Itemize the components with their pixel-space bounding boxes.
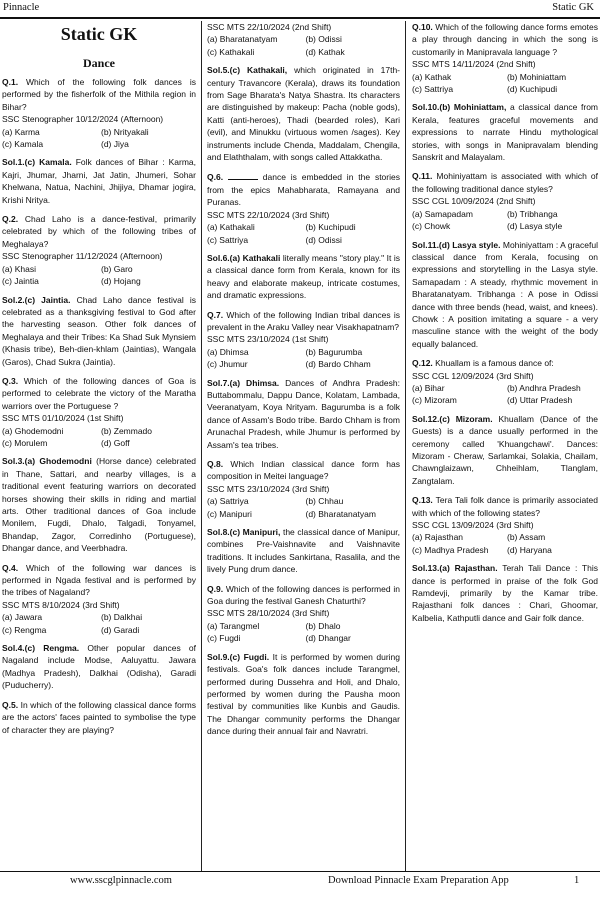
options bbox=[2, 425, 196, 450]
question-8 bbox=[207, 458, 400, 483]
solution-heading: Sol.10.(b) Mohiniattam, bbox=[412, 102, 507, 113]
solution-1 bbox=[2, 156, 196, 206]
question-source: SSC MTS 23/10/2024 (3rd Shift) bbox=[207, 483, 330, 494]
page-title: Static GK bbox=[60, 24, 138, 44]
solution-text: literally means "story play." It is a classical dance form from Kerala, known for its heavy and elaborate makeup, intricate costumes, and dramatic expressions. bbox=[207, 252, 400, 301]
page-footer bbox=[0, 871, 600, 891]
option: (b) Andhra Pradesh bbox=[507, 382, 581, 393]
option: (b) Kuchipudi bbox=[305, 222, 356, 233]
option: (a) Rajasthan bbox=[412, 532, 464, 543]
question-text: Tera Tali folk dance is primarily associated with which of the following states? bbox=[412, 495, 598, 518]
options bbox=[412, 531, 598, 556]
solution-text: which originated in 17th-century Travancore (Kerala), draws its foundation from Sage Bharata's Natya Shastra. Its characters are distinguished by makeup: Pacha (noble gods), Katti (anti-heroes), Thadi (bearded roles), Kari (evil), and Minukku (virtuous women /sages). Key instruments include Chenda, Maddalam, Chengila, and Elaththalam, with songs called Attakkatha. bbox=[207, 65, 400, 163]
solution-text: Mohiniyattam : A graceful classical dance from Kerala, focusing on expressions and storytelling in the Lasya style. Samapadam : A steady, rhythmic movement in Bharatanatyam. Tribhanga : A pose in Odissi dance with three bends (head, waist, and knees). Chowk : A position imitating a square - a very masculine stance with the weight of the body equally balanced. bbox=[412, 239, 598, 349]
solution-5 bbox=[207, 64, 400, 163]
option: (b) Dalkhai bbox=[101, 612, 143, 623]
question-number: Q.12. bbox=[412, 358, 433, 369]
question-13 bbox=[412, 494, 598, 519]
solution-6 bbox=[207, 252, 400, 302]
option: (d) Bharatanatyam bbox=[305, 508, 376, 519]
question-source: SSC MTS 22/10/2024 (3rd Shift) bbox=[207, 209, 330, 220]
option: (a) Kathakali bbox=[207, 222, 255, 233]
option: (a) Bharatanatyam bbox=[207, 34, 278, 45]
option: (a) Dhimsa bbox=[207, 346, 249, 357]
solution-heading: Sol.13.(a) Rajasthan. bbox=[412, 563, 498, 574]
options bbox=[2, 126, 196, 151]
option: (c) Kathakali bbox=[207, 46, 255, 57]
option: (a) Tarangmel bbox=[207, 620, 260, 631]
question-7 bbox=[207, 309, 400, 334]
solution-heading: Sol.12.(c) Mizoram. bbox=[412, 413, 493, 424]
solution-text: Khuallam (Dance of the Guests) is a dance usually performed in the ceremony called 'Khuangchawi'. Dances: Mizoram - Cheraw, Sarlamkai, Solakia, Chailam, Chawnglaizawn, Chheihlam, Tlanglam, Zangtalam. bbox=[412, 413, 598, 486]
question-number: Q.6. bbox=[207, 172, 224, 183]
option: (b) Bagurumba bbox=[305, 346, 363, 357]
options bbox=[207, 33, 400, 58]
solution-9 bbox=[207, 651, 400, 738]
question-source: SSC MTS 28/10/2024 (3rd Shift) bbox=[207, 608, 330, 619]
option: (a) Khasi bbox=[2, 263, 37, 274]
option: (a) Samapadam bbox=[412, 208, 473, 219]
option: (d) Jiya bbox=[101, 139, 129, 150]
content-columns bbox=[0, 21, 600, 867]
question-2 bbox=[2, 213, 196, 250]
footer-website-link[interactable]: www.sscglpinnacle.com bbox=[70, 875, 172, 886]
solution-text: a classical dance from Kerala, features graceful movements and expressions to narrate Hindu mythological stories, with songs in Manipravalam blending Sanskrit and Malayalam. bbox=[412, 102, 598, 163]
answer-blank bbox=[228, 170, 258, 180]
solution-4 bbox=[2, 642, 196, 692]
question-number: Q.3. bbox=[2, 375, 19, 386]
question-number: Q.2. bbox=[2, 214, 19, 225]
option: (d) Hojang bbox=[101, 276, 141, 287]
question-source: SSC Stenographer 11/12/2024 (Afternoon) bbox=[2, 251, 163, 262]
question-source: SSC CGL 13/09/2024 (3rd Shift) bbox=[412, 520, 534, 531]
solution-heading: Sol.8.(c) Manipuri, bbox=[207, 527, 281, 538]
option: (d) Odissi bbox=[305, 234, 342, 245]
option: (d) Kathak bbox=[305, 46, 345, 57]
question-5 bbox=[2, 699, 196, 736]
options bbox=[412, 208, 598, 233]
footer-rule bbox=[0, 871, 600, 872]
question-text: Which of the following dances is performed in Goa during the festival Ganesh Chaturthi? bbox=[207, 583, 400, 607]
solution-11 bbox=[412, 239, 598, 351]
option: (a) Sattriya bbox=[207, 496, 249, 507]
question-text: Which of the following Indian tribal dances is prevalent in the Araku Valley near Visakhapatnam? bbox=[207, 309, 400, 332]
question-number: Q.10. bbox=[412, 22, 433, 32]
question-source: SSC MTS 14/11/2024 (2nd Shift) bbox=[412, 59, 536, 70]
option: (a) Ghodemodni bbox=[2, 425, 64, 436]
solution-heading: Sol.4.(c) Rengma. bbox=[2, 643, 80, 654]
solution-text: Folk dances of Bihar : Karma, Kajri, Jhumar, Jharni, Jat Jatin, Jhumeri, Sohar Khelwana, Natua, Nachini, Jhijiya, Dhamar jogira, Krishi Nritya. bbox=[2, 157, 196, 205]
option: (b) Garo bbox=[101, 263, 133, 274]
question-text: Which Indian classical dance form has composition in Meitei language? bbox=[207, 459, 400, 482]
option: (b) Mohiniattam bbox=[507, 71, 567, 82]
question-number: Q.9. bbox=[207, 583, 224, 594]
question-9 bbox=[207, 583, 400, 608]
solution-text: Terah Tali Dance : This dance is performed in praise of the folk God Ramdevji, primarily by the Kamar tribe. Rajasthani folk dances : Chari, Ghoomar, Kalbelia, Kathputli dance and Gair folk dance. bbox=[412, 563, 598, 623]
options bbox=[207, 221, 400, 246]
options bbox=[207, 346, 400, 371]
solution-text: Other popular dances of Nagaland include Modse, Aaluyattu. Jawara (Madhya Pradesh), Dalkhai (Odisha), Garadi (Puducherry). bbox=[2, 643, 196, 691]
header-rule bbox=[0, 17, 600, 19]
question-source: SSC Stenographer 10/12/2024 (Afternoon) bbox=[2, 114, 164, 125]
option: (b) Tribhanga bbox=[507, 208, 558, 219]
page-subtitle: Dance bbox=[83, 56, 115, 70]
question-source: SSC CGL 12/09/2024 (3rd Shift) bbox=[412, 370, 534, 381]
option: (d) Uttar Pradesh bbox=[507, 395, 573, 406]
question-number: Q.5. bbox=[2, 699, 19, 710]
option: (c) Sattriya bbox=[207, 234, 249, 245]
option: (c) Morulem bbox=[2, 437, 48, 448]
solution-3 bbox=[2, 455, 196, 554]
question-text: Khuallam is a famous dance of: bbox=[435, 358, 554, 369]
option: (c) Rengma bbox=[2, 624, 47, 635]
question-source: SSC MTS 01/10/2024 (1st Shift) bbox=[2, 413, 124, 424]
option: (d) Kuchipudi bbox=[507, 84, 558, 95]
option: (c) Madhya Pradesh bbox=[412, 544, 489, 555]
solution-text: Dances of Andhra Pradesh: Buttabommalu, Dappu Dance, Kolatam, Lambada, Veeranatyam, Koya Nrityam. Bagurumba is a folk dance of Assam's Bodo tribe. Bardo Chham is from Arunachal Pradesh, while Jhumur is performed by Assam's tea tribes. bbox=[207, 377, 400, 450]
solution-text: Chad Laho dance festival is celebrated as a thanksgiving festival to God after the harvesting season. Other folk dances of Meghalaya and their Tribes: Ka Shad Suk Mynsiem (Khasis tribe), Beh-dien-khlam (Jaintias), Wangala (Garos), Chad Sukra (Jaintia). bbox=[2, 294, 196, 367]
option: (a) Kathak bbox=[412, 71, 452, 82]
question-6 bbox=[207, 170, 400, 208]
solution-heading: Sol.9.(c) Fugdi. bbox=[207, 651, 270, 662]
question-source: SSC MTS 8/10/2024 (3rd Shift) bbox=[2, 599, 120, 610]
options bbox=[207, 620, 400, 645]
solution-text: It is performed by women during festivals. Goa's folk dances include Tarangmel, performed during Dussehra and Holi, and Dhalo, performed by women during the Pausha moon festival by communities like Kunbis and Gaudis. The Dhangar community performs the Dhangar dance during their annual fair and Navratri. bbox=[207, 651, 400, 737]
option: (b) Assam bbox=[507, 532, 546, 543]
options bbox=[2, 611, 196, 636]
solution-12 bbox=[412, 413, 598, 487]
option: (b) Odissi bbox=[305, 34, 342, 45]
solution-heading: Sol.3.(a) Ghodemodni bbox=[2, 456, 92, 467]
question-source: SSC CGL 10/09/2024 (2nd Shift) bbox=[412, 196, 536, 207]
column-1 bbox=[2, 21, 196, 867]
question-text: In which of the following classical dance forms are the actors' faces painted to symbolise the type of character they are playing? bbox=[2, 699, 196, 735]
solution-heading: Sol.7.(a) Dhimsa. bbox=[207, 377, 280, 388]
solution-heading: Sol.1.(c) Kamala. bbox=[2, 157, 72, 168]
solution-10 bbox=[412, 101, 598, 163]
header-right-text: Static GK bbox=[552, 2, 594, 13]
options bbox=[412, 71, 598, 96]
option: (d) Haryana bbox=[507, 544, 552, 555]
option: (c) Chowk bbox=[412, 221, 451, 232]
column-2 bbox=[207, 21, 400, 867]
question-text: dance is embedded in the stories from the epics Mahabharata, Ramayana and Puranas. bbox=[207, 172, 400, 208]
options bbox=[207, 495, 400, 520]
page-header bbox=[0, 0, 600, 18]
header-left-text: Pinnacle bbox=[3, 2, 40, 13]
solution-heading: Sol.2.(c) Jaintia. bbox=[2, 294, 71, 305]
option: (d) Lasya style bbox=[507, 221, 563, 232]
question-number: Q.7. bbox=[207, 309, 224, 320]
question-10 bbox=[412, 21, 598, 58]
question-text: Which of the following folk dances is performed by the fisherfolk of the Mithila region in Bihar? bbox=[2, 77, 196, 112]
question-12 bbox=[412, 357, 598, 369]
option: (d) Garadi bbox=[101, 624, 140, 635]
option: (c) Jaintia bbox=[2, 276, 39, 287]
question-text: Which of the following dances of Goa is performed to celebrate the victory of the Maratha warriors over the Portuguese ? bbox=[2, 375, 196, 411]
solution-heading: Sol.5.(c) Kathakali, bbox=[207, 65, 288, 76]
question-1 bbox=[2, 76, 196, 113]
option: (c) Manipuri bbox=[207, 508, 252, 519]
options bbox=[2, 263, 196, 288]
question-text: Which of the following war dances is performed in Ngada festival and is performed by the tribes of Nagaland? bbox=[2, 562, 196, 598]
solution-7 bbox=[207, 377, 400, 451]
solution-text: (Horse dance) celebrated in Thane, Sattari, and nearby villages, is a traditional event featuring warriors on decorated horses showing their skills in riding and martial arts. Other traditional dances of Goa include Monilem, Fugdi, Dhalo, Talgadi, Tonyamel, Bhandap, Zagor, Corredinho (Portuguese), Dhangar dance, and Veerbhadra. bbox=[2, 456, 196, 554]
option: (c) Fugdi bbox=[207, 633, 241, 644]
option: (c) Sattriya bbox=[412, 84, 454, 95]
column-3 bbox=[412, 21, 598, 867]
page-number: 1 bbox=[574, 875, 580, 886]
option: (d) Bardo Chham bbox=[305, 359, 371, 370]
question-text: Which of the following dance forms emotes a play through dancing in which the song is customarily in Manipravala language ? bbox=[412, 22, 598, 57]
question-3 bbox=[2, 375, 196, 412]
solution-8 bbox=[207, 526, 400, 576]
question-number: Q.13. bbox=[412, 495, 433, 506]
option: (b) Nrityakali bbox=[101, 126, 149, 137]
option: (a) Bihar bbox=[412, 382, 445, 393]
question-source: SSC MTS 22/10/2024 (2nd Shift) bbox=[207, 22, 332, 32]
options bbox=[412, 382, 598, 407]
question-text: Mohiniyattam is associated with which of the following traditional dance styles? bbox=[412, 171, 598, 194]
solution-heading: Sol.6.(a) Kathakali bbox=[207, 252, 281, 263]
question-text: Chad Laho is a dance-festival, primarily celebrated by which of the following tribes of Meghalaya? bbox=[2, 214, 196, 249]
question-source: SSC MTS 23/10/2024 (1st Shift) bbox=[207, 334, 329, 345]
solution-2 bbox=[2, 294, 196, 368]
option: (a) Jawara bbox=[2, 612, 43, 623]
option: (c) Mizoram bbox=[412, 395, 457, 406]
footer-app-promo: Download Pinnacle Exam Preparation App bbox=[328, 875, 509, 886]
option: (d) Dhangar bbox=[305, 633, 351, 644]
solution-heading: Sol.11.(d) Lasya style. bbox=[412, 239, 501, 250]
solution-text: the classical dance of Manipur, combines Pre-Vaishnavite and Vaishnavite traditions. It includes Sankirtana, Rasalila, and the lively Pung drum dance. bbox=[207, 527, 400, 575]
question-number: Q.11. bbox=[412, 171, 433, 182]
question-4 bbox=[2, 562, 196, 599]
question-number: Q.1. bbox=[2, 77, 19, 87]
option: (b) Chhau bbox=[305, 496, 344, 507]
question-number: Q.4. bbox=[2, 562, 19, 573]
option: (a) Karma bbox=[2, 126, 40, 137]
option: (c) Kamala bbox=[2, 139, 44, 150]
question-number: Q.8. bbox=[207, 459, 224, 469]
question-11 bbox=[412, 170, 598, 195]
solution-13 bbox=[412, 562, 598, 624]
option: (c) Jhumur bbox=[207, 359, 248, 370]
option: (b) Dhalo bbox=[305, 620, 341, 631]
option: (d) Goff bbox=[101, 437, 130, 448]
option: (b) Zemmado bbox=[101, 425, 153, 436]
